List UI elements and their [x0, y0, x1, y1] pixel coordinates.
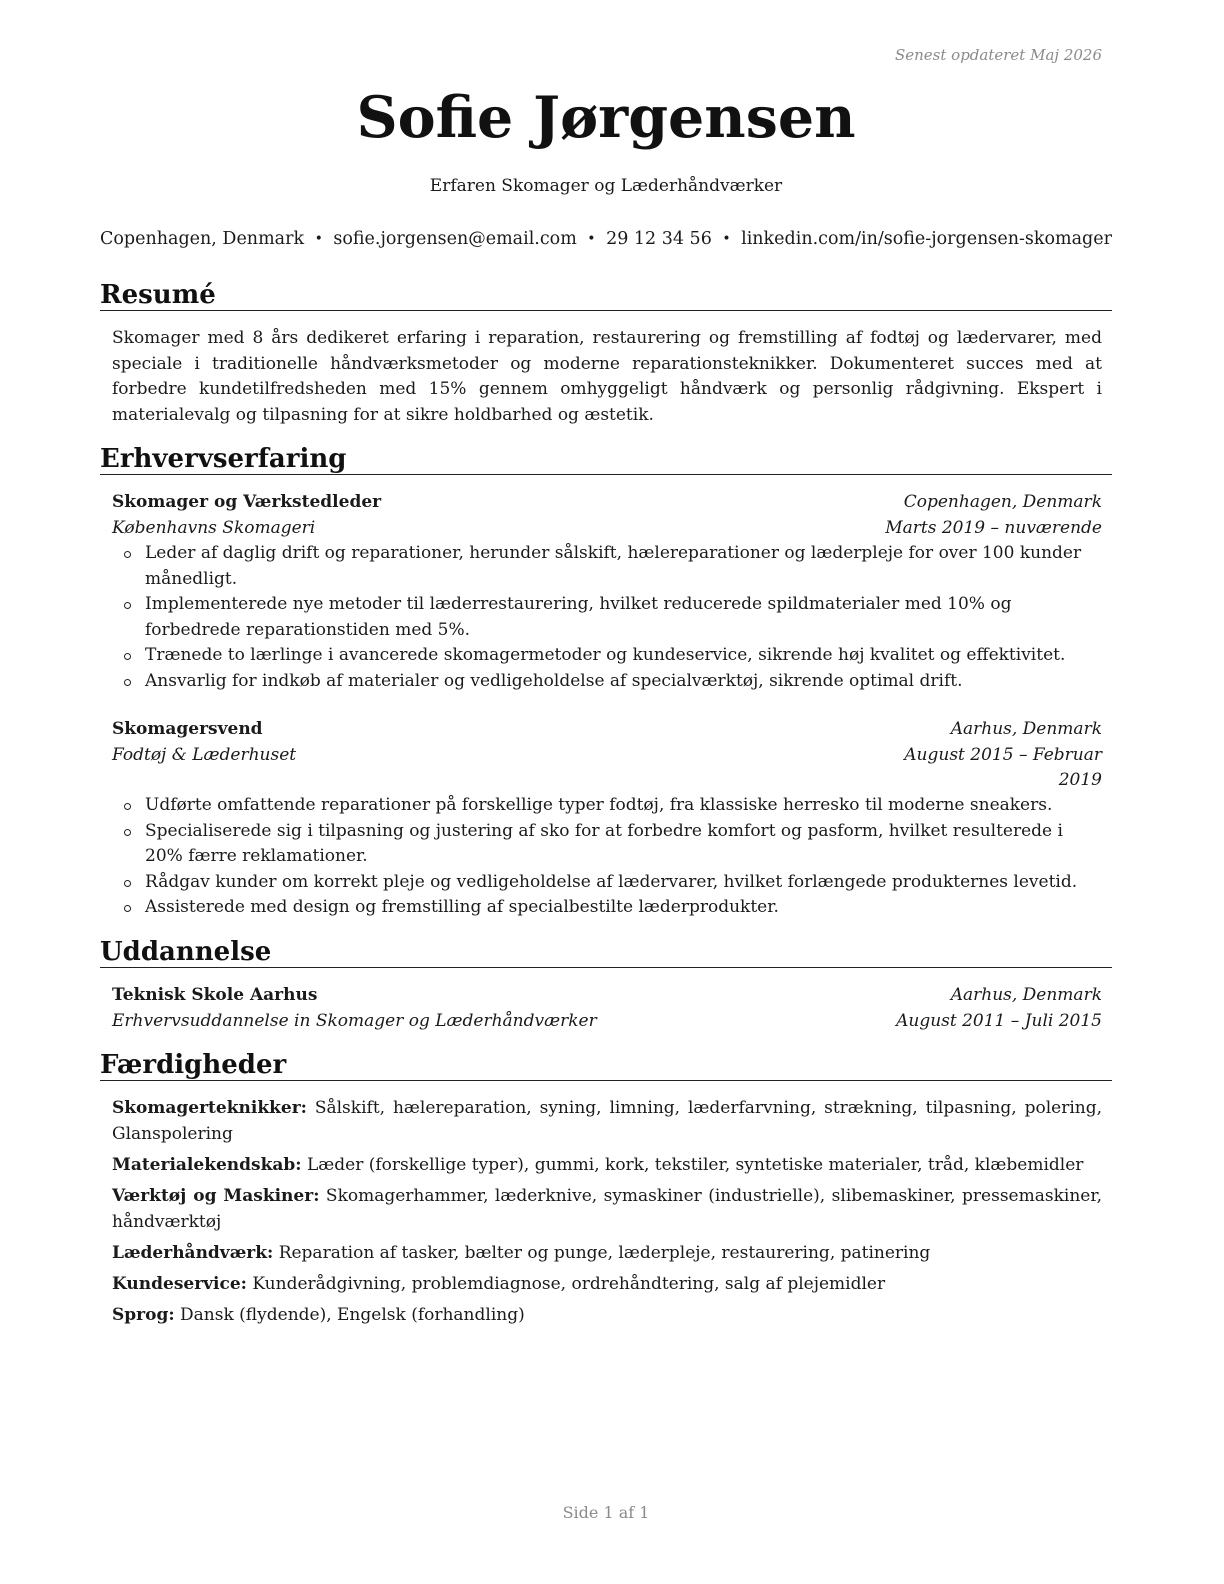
- candidate-name: Sofie Jørgensen: [356, 84, 856, 151]
- list-item: Specialiserede sig i tilpasning og justering af sko for at forbedre komfort og pasform, hvilket resulterede i 20% færre reklamationer.: [112, 819, 1102, 870]
- list-item: Ansvarlig for indkøb af materialer og vedligeholdelse af specialværktøj, sikrende optimal drift.: [112, 669, 1102, 695]
- list-item: Assisterede med design og fremstilling af specialbestilte læderprodukter.: [112, 895, 1102, 921]
- section-heading-skills: Færdigheder: [100, 1050, 1112, 1081]
- job-location: Copenhagen, Denmark: [903, 492, 1102, 512]
- skill-row: [112, 1241, 1102, 1267]
- skill-label: Værktøj og Maskiner:: [112, 1186, 320, 1206]
- education-entry: [112, 983, 1102, 1034]
- skill-label: Kundeservice:: [112, 1274, 247, 1294]
- skill-row: [112, 1096, 1102, 1147]
- skill-value: Skomagerhammer, læderknive, symaskiner (industrielle), slibemaskiner, pressemaskiner, håndværktøj: [112, 1186, 1102, 1232]
- job-title: Skomager og Værkstedleder: [112, 492, 382, 512]
- job-dates: Marts 2019 – nuværende: [885, 517, 1102, 538]
- skill-row: [112, 1303, 1102, 1329]
- page-number: Side 1 af 1: [562, 1503, 650, 1522]
- section-heading-experience: Erhvervserfaring: [100, 444, 1112, 475]
- job-entry-header: [112, 490, 1102, 541]
- contact-location: Copenhagen, Denmark: [100, 229, 305, 249]
- job-dates: August 2015 – Februar 2019: [904, 744, 1102, 790]
- contact-email[interactable]: sofie.jorgensen@email.com: [333, 229, 577, 249]
- separator-dot: •: [314, 231, 323, 247]
- resume-page: [100, 0, 1112, 1584]
- skill-value: Dansk (flydende), Engelsk (forhandling): [180, 1305, 525, 1325]
- school-location: Aarhus, Denmark: [950, 985, 1102, 1005]
- last-updated: Senest opdateret Maj 2026: [894, 46, 1102, 64]
- education-dates: August 2011 – Juli 2015: [896, 1010, 1102, 1031]
- list-item: Trænede to lærlinge i avancerede skomagermetoder og kundeservice, sikrende høj kvalitet og effektivitet.: [112, 643, 1102, 669]
- degree: Erhvervsuddannelse in Skomager og Læderhåndværker: [112, 1010, 597, 1031]
- skill-label: Læderhåndværk:: [112, 1243, 274, 1263]
- skill-value: Kunderådgivning, problemdiagnose, ordrehåndtering, salg af plejemidler: [252, 1274, 886, 1294]
- job-company: Københavns Skomageri: [112, 517, 316, 538]
- list-item: Rådgav kunder om korrekt pleje og vedligeholdelse af lædervarer, hvilket forlængede produkternes levetid.: [112, 870, 1102, 896]
- skill-value: Læder (forskellige typer), gummi, kork, tekstiler, syntetiske materialer, tråd, klæbemidler: [306, 1155, 1084, 1175]
- job-bullets: [112, 793, 1102, 921]
- job-location: Aarhus, Denmark: [950, 719, 1102, 739]
- job-entry-header: [112, 717, 1102, 794]
- job-title: Skomagersvend: [112, 719, 263, 739]
- skill-label: Skomagerteknikker:: [112, 1098, 307, 1118]
- professional-title: Erfaren Skomager og Læderhåndværker: [429, 176, 783, 196]
- contact-line: [100, 229, 1112, 249]
- skill-row: [112, 1153, 1102, 1179]
- summary-text: Skomager med 8 års dedikeret erfaring i reparation, restaurering og fremstilling af fodtøj og lædervarer, med speciale i traditionelle håndværksmetoder og moderne reparationsteknikker. Dokumenteret succes med at forbedre kundetilfredsheden med 15% gennem omhyggeligt håndværk og personlig rådgivning. Ekspert i materialevalg og tilpasning for at sikre holdbarhed og æstetik.: [112, 328, 1102, 425]
- list-item: Leder af daglig drift og reparationer, herunder sålskift, hælereparationer og læderpleje for over 100 kunder månedligt.: [112, 541, 1102, 592]
- contact-linkedin[interactable]: linkedin.com/in/sofie-jorgensen-skomager: [741, 229, 1112, 249]
- section-heading-summary: Resumé: [100, 280, 1112, 311]
- separator-dot: •: [722, 231, 731, 247]
- section-heading-education: Uddannelse: [100, 937, 1112, 968]
- skill-label: Sprog:: [112, 1305, 175, 1325]
- job-bullets: [112, 541, 1102, 694]
- contact-phone: 29 12 34 56: [606, 229, 712, 249]
- skill-label: Materialekendskab:: [112, 1155, 302, 1175]
- school-name: Teknisk Skole Aarhus: [112, 985, 318, 1005]
- skill-row: [112, 1184, 1102, 1235]
- job-company: Fodtøj & Læderhuset: [112, 744, 297, 765]
- skill-value: Reparation af tasker, bælter og punge, læderpleje, restaurering, patinering: [278, 1243, 931, 1263]
- separator-dot: •: [587, 231, 596, 247]
- skill-row: [112, 1272, 1102, 1298]
- list-item: Udførte omfattende reparationer på forskellige typer fodtøj, fra klassiske herresko til moderne sneakers.: [112, 793, 1102, 819]
- list-item: Implementerede nye metoder til læderrestaurering, hvilket reducerede spildmaterialer med 10% og forbedrede reparationstiden med 5%.: [112, 592, 1102, 643]
- skill-value: Sålskift, hælereparation, syning, limning, læderfarvning, strækning, tilpasning, polering, Glanspolering: [112, 1098, 1102, 1144]
